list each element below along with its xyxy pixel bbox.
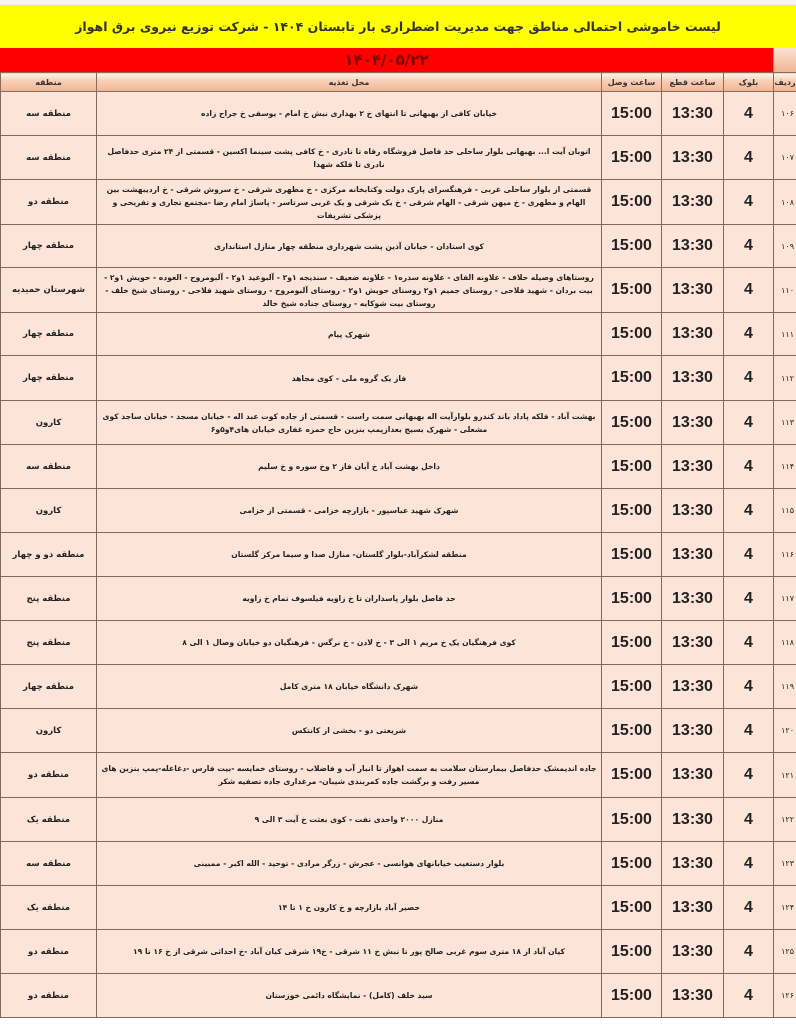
- block-cell: 4: [724, 974, 774, 1018]
- table-row: [1, 445, 796, 489]
- cut-time-cell: 13:30: [662, 313, 724, 356]
- table-row: [1, 489, 796, 533]
- row-number-cell: ۱۱۱: [774, 313, 796, 356]
- region-cell: منطقه پنج: [1, 577, 97, 621]
- region-cell: منطقه دو: [1, 974, 97, 1018]
- reconnect-time-cell: 15:00: [602, 533, 662, 577]
- table-row: [1, 621, 796, 665]
- block-cell: 4: [724, 489, 774, 533]
- cut-time-cell: 13:30: [662, 886, 724, 930]
- table-row: [1, 753, 796, 798]
- table-row: [1, 798, 796, 842]
- row-number-cell: ۱۱۲: [774, 356, 796, 401]
- row-number-cell: ۱۲۴: [774, 886, 796, 930]
- table-row: [1, 930, 796, 974]
- reconnect-time-cell: 15:00: [602, 798, 662, 842]
- location-cell: شهرک دانشگاه خیابان ۱۸ متری کامل: [97, 665, 602, 709]
- reconnect-time-cell: 15:00: [602, 136, 662, 180]
- reconnect-time-cell: 15:00: [602, 225, 662, 268]
- block-cell: 4: [724, 709, 774, 753]
- schedule-date: ۱۴۰۴/۰۵/۲۲: [344, 51, 429, 69]
- table-row: [1, 92, 796, 136]
- row-number-cell: ۱۱۹: [774, 665, 796, 709]
- title-banner: [0, 5, 796, 48]
- column-header-block: بلوک: [724, 73, 774, 92]
- table-row: [1, 136, 796, 180]
- location-cell: داخل بهشت آباد خ آبان فاز ۲ وخ سوره و خ سلیم: [97, 445, 602, 489]
- cut-time-cell: 13:30: [662, 489, 724, 533]
- cut-time-cell: 13:30: [662, 92, 724, 136]
- location-cell: بهشت آباد - فلکه پاداد باند کندرو بلوارآیت اله بهبهانی سمت راست - قسمتی از جاده کوت عبد اله - خیابان مسجد - خیابان ساجد کوی مشعلی - شهرک بسیج بعدازپمپ بنزین حاج حمزه غفاری خیابان های۴و۵و۶: [97, 401, 602, 445]
- region-cell: منطقه دو: [1, 180, 97, 225]
- table-row: [1, 709, 796, 753]
- location-cell: شریعتی دو - بخشی از کانتکس: [97, 709, 602, 753]
- table-row: [1, 974, 796, 1018]
- cut-time-cell: 13:30: [662, 268, 724, 313]
- column-header-cut-time: ساعت قطع: [662, 73, 724, 92]
- corner-cell: [773, 48, 796, 72]
- row-number-cell: ۱۱۵: [774, 489, 796, 533]
- cut-time-cell: 13:30: [662, 180, 724, 225]
- column-header-region: منطقه: [1, 73, 97, 92]
- reconnect-time-cell: 15:00: [602, 842, 662, 886]
- region-cell: منطقه سه: [1, 842, 97, 886]
- reconnect-time-cell: 15:00: [602, 709, 662, 753]
- row-number-cell: ۱۲۳: [774, 842, 796, 886]
- date-banner: [0, 48, 773, 72]
- block-cell: 4: [724, 268, 774, 313]
- row-number-cell: ۱۱۳: [774, 401, 796, 445]
- table-row: [1, 842, 796, 886]
- table-row: [1, 268, 796, 313]
- reconnect-time-cell: 15:00: [602, 92, 662, 136]
- region-cell: منطقه چهار: [1, 225, 97, 268]
- row-number-cell: ۱۰۸: [774, 180, 796, 225]
- block-cell: 4: [724, 665, 774, 709]
- cut-time-cell: 13:30: [662, 930, 724, 974]
- table-row: [1, 533, 796, 577]
- location-cell: منازل ۲۰۰۰ واحدی نفت - کوی بعثت خ آیت ۳ الی ۹: [97, 798, 602, 842]
- column-header-location: محل تغذیه: [97, 73, 602, 92]
- reconnect-time-cell: 15:00: [602, 577, 662, 621]
- table-body: [1, 92, 796, 1018]
- table-row: [1, 401, 796, 445]
- cut-time-cell: 13:30: [662, 136, 724, 180]
- cut-time-cell: 13:30: [662, 445, 724, 489]
- table-header-row: [1, 73, 796, 92]
- table-row: [1, 356, 796, 401]
- block-cell: 4: [724, 753, 774, 798]
- block-cell: 4: [724, 401, 774, 445]
- block-cell: 4: [724, 798, 774, 842]
- location-cell: منطقه لشکرآباد-بلوار گلستان- منازل صدا و سیما مرکز گلستان: [97, 533, 602, 577]
- reconnect-time-cell: 15:00: [602, 753, 662, 798]
- block-cell: 4: [724, 886, 774, 930]
- block-cell: 4: [724, 136, 774, 180]
- region-cell: منطقه پنج: [1, 621, 97, 665]
- block-cell: 4: [724, 577, 774, 621]
- region-cell: منطقه سه: [1, 136, 97, 180]
- table-row: [1, 313, 796, 356]
- region-cell: منطقه سه: [1, 92, 97, 136]
- cut-time-cell: 13:30: [662, 401, 724, 445]
- reconnect-time-cell: 15:00: [602, 313, 662, 356]
- column-header-reconnect-time: ساعت وصل: [602, 73, 662, 92]
- cut-time-cell: 13:30: [662, 621, 724, 665]
- row-number-cell: ۱۲۶: [774, 974, 796, 1018]
- table-row: [1, 225, 796, 268]
- row-number-cell: ۱۲۰: [774, 709, 796, 753]
- row-number-cell: ۱۱۴: [774, 445, 796, 489]
- location-cell: شهرک پیام: [97, 313, 602, 356]
- location-cell: اتوبان آیت ا... بهبهانی بلوار ساحلی حد فاصل فروشگاه رفاه تا نادری - خ کافی پشت سینما اکسین - قسمتی از ۲۴ متری حدفاصل نادری تا فلکه شهدا: [97, 136, 602, 180]
- reconnect-time-cell: 15:00: [602, 974, 662, 1018]
- table-row: [1, 180, 796, 225]
- page-title: لیست خاموشی احتمالی مناطق جهت مدیریت اضطراری بار تابستان ۱۴۰۴ - شرکت توزیع نیروی برق اهواز: [75, 19, 721, 34]
- reconnect-time-cell: 15:00: [602, 489, 662, 533]
- cut-time-cell: 13:30: [662, 709, 724, 753]
- table-row: [1, 886, 796, 930]
- cut-time-cell: 13:30: [662, 533, 724, 577]
- location-cell: حد فاصل بلوار پاسداران تا خ زاویه فیلسوف تمام خ زاویه: [97, 577, 602, 621]
- block-cell: 4: [724, 621, 774, 665]
- row-number-cell: ۱۱۸: [774, 621, 796, 665]
- region-cell: منطقه چهار: [1, 356, 97, 401]
- row-number-cell: ۱۲۱: [774, 753, 796, 798]
- region-cell: منطقه دو: [1, 930, 97, 974]
- block-cell: 4: [724, 842, 774, 886]
- outage-schedule-table: [0, 72, 796, 1018]
- reconnect-time-cell: 15:00: [602, 886, 662, 930]
- region-cell: کارون: [1, 401, 97, 445]
- row-number-cell: ۱۲۵: [774, 930, 796, 974]
- reconnect-time-cell: 15:00: [602, 268, 662, 313]
- location-cell: روستاهای وصیله حلاف - علاونه الفای - علاونه سدره۱ - علاونه ضعیف - سندیجه ۱و۲ - آلبوعید ۱و۲ - آلبومروح - العوده - حویش ۱و۲ - بیت بردان - شهید فلاحی - روستای جمیم ۱و۲ روستای حویش ۱و۲ - روستای آلبومروح - روستای شهید فلاحی - روستای شیخ خلف - روستای بیت شوکایه - روستای جناده شیخ خالد: [97, 268, 602, 313]
- block-cell: 4: [724, 313, 774, 356]
- block-cell: 4: [724, 92, 774, 136]
- region-cell: منطقه دو: [1, 753, 97, 798]
- block-cell: 4: [724, 533, 774, 577]
- reconnect-time-cell: 15:00: [602, 930, 662, 974]
- location-cell: فاز یک گروه ملی - کوی مجاهد: [97, 356, 602, 401]
- cut-time-cell: 13:30: [662, 665, 724, 709]
- reconnect-time-cell: 15:00: [602, 356, 662, 401]
- location-cell: بلوار دستغیب خیابانهای هوانسی - عجرش - زرگر مرادی - توحید - الله اکبر - ممبینی: [97, 842, 602, 886]
- region-cell: منطقه یک: [1, 798, 97, 842]
- region-cell: منطقه چهار: [1, 665, 97, 709]
- region-cell: کارون: [1, 489, 97, 533]
- region-cell: منطقه یک: [1, 886, 97, 930]
- reconnect-time-cell: 15:00: [602, 401, 662, 445]
- cut-time-cell: 13:30: [662, 225, 724, 268]
- cut-time-cell: 13:30: [662, 577, 724, 621]
- location-cell: کوی استادان - خیابان آذین پشت شهرداری منطقه چهار منازل استانداری: [97, 225, 602, 268]
- block-cell: 4: [724, 445, 774, 489]
- row-number-cell: ۱۰۶: [774, 92, 796, 136]
- row-number-cell: ۱۰۹: [774, 225, 796, 268]
- cut-time-cell: 13:30: [662, 842, 724, 886]
- location-cell: جاده اندیمشک حدفاصل بیمارستان سلامت به سمت اهواز تا انبار آب و فاضلاب - روستای خمایسه -بیت فارس -دغاغله-پمپ بنزین های مسیر رفت و برگشت جاده کمربندی شیبان- مرغداری جاده تصفیه شکر: [97, 753, 602, 798]
- row-number-cell: ۱۰۷: [774, 136, 796, 180]
- block-cell: 4: [724, 356, 774, 401]
- reconnect-time-cell: 15:00: [602, 445, 662, 489]
- block-cell: 4: [724, 225, 774, 268]
- cut-time-cell: 13:30: [662, 798, 724, 842]
- region-cell: شهرستان حمیدیه: [1, 268, 97, 313]
- cut-time-cell: 13:30: [662, 974, 724, 1018]
- row-number-cell: ۱۱۷: [774, 577, 796, 621]
- location-cell: حصیر آباد بازارچه و خ کارون خ ۱ تا ۱۴: [97, 886, 602, 930]
- block-cell: 4: [724, 930, 774, 974]
- table-row: [1, 665, 796, 709]
- reconnect-time-cell: 15:00: [602, 621, 662, 665]
- region-cell: منطقه چهار: [1, 313, 97, 356]
- location-cell: قسمتی از بلوار ساحلی غربی - فرهنگسرای پارک دولت وکتابخانه مرکزی - خ مطهری شرقی - خ سروش شرقی - خ اردیبهشت بین الهام و مطهری - خ میهن شرقی - الهام شرقی - خ یک شرقی و یک غربی سرتاسر - پاساژ امام رضا -مجتمع تجاری و تفریحی و پزشکی تشریفات: [97, 180, 602, 225]
- location-cell: شهرک شهید عباسپور - بازارچه خزامی - قسمتی از خزامی: [97, 489, 602, 533]
- location-cell: کوی فرهنگیان یک خ مریم ۱ الی ۳ - خ لادن - خ نرگس - فرهنگیان دو خیابان وصال ۱ الی ۸: [97, 621, 602, 665]
- location-cell: خیابان کافی از بهبهانی تا انتهای خ ۲ بهداری نبش خ امام - یوسفی خ جراح زاده: [97, 92, 602, 136]
- location-cell: کیان آباد از ۱۸ متری سوم غربی صالح پور تا نبش خ ۱۱ شرقی - خ۱۹ شرقی کیان آباد -خ احداثی شرقی از خ ۱۶ تا ۱۹: [97, 930, 602, 974]
- table-row: [1, 577, 796, 621]
- row-number-cell: ۱۱۶: [774, 533, 796, 577]
- reconnect-time-cell: 15:00: [602, 665, 662, 709]
- column-header-row-number: ردیف: [774, 73, 796, 92]
- region-cell: منطقه سه: [1, 445, 97, 489]
- location-cell: سید خلف (کامل) - نمایشگاه دائمی خوزستان: [97, 974, 602, 1018]
- row-number-cell: ۱۲۲: [774, 798, 796, 842]
- region-cell: منطقه دو و چهار: [1, 533, 97, 577]
- cut-time-cell: 13:30: [662, 753, 724, 798]
- block-cell: 4: [724, 180, 774, 225]
- reconnect-time-cell: 15:00: [602, 180, 662, 225]
- row-number-cell: ۱۱۰: [774, 268, 796, 313]
- cut-time-cell: 13:30: [662, 356, 724, 401]
- region-cell: کارون: [1, 709, 97, 753]
